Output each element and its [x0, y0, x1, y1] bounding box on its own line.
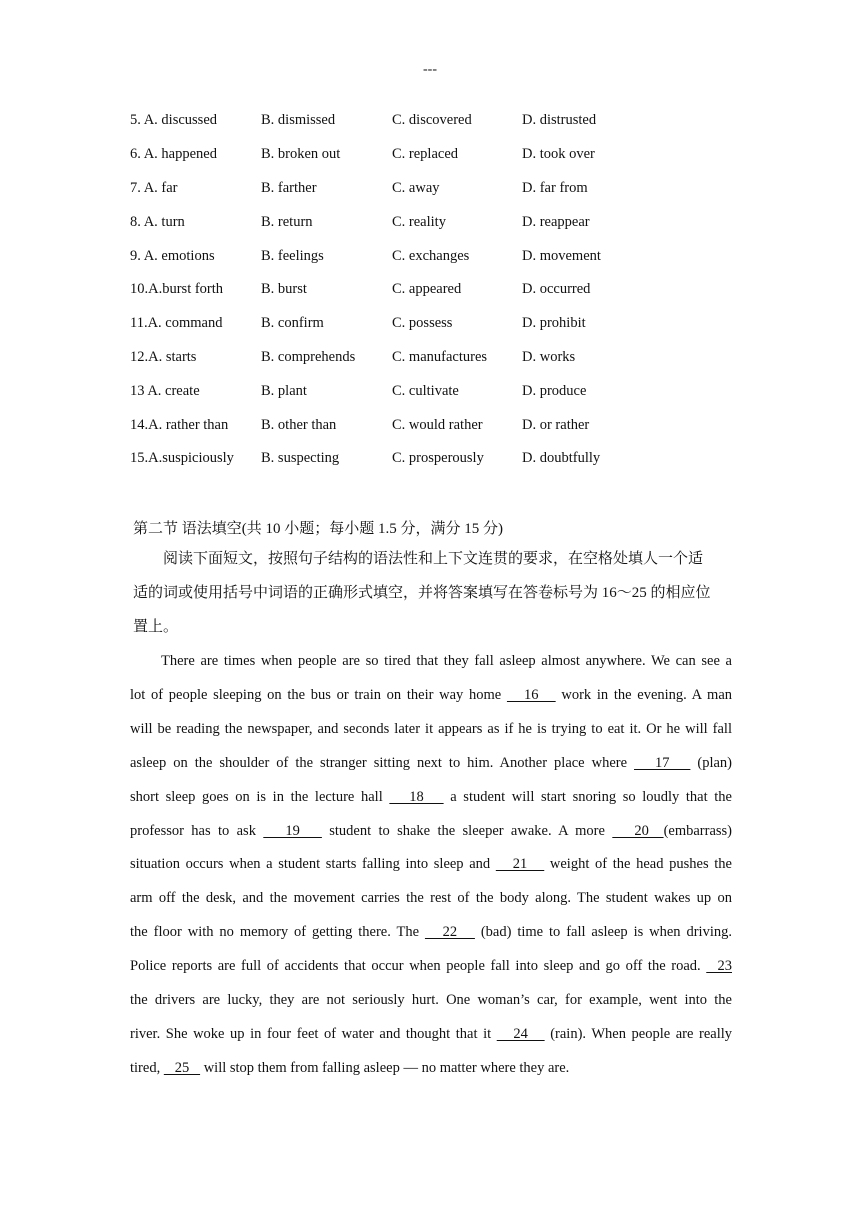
- answer-blank: 17: [634, 754, 691, 771]
- passage-text: arm off the desk, and the movement carries the rest of the body along. The student wakes up on: [130, 890, 732, 907]
- instructions-line: 置上。: [133, 619, 179, 635]
- option-cell: C. exchanges: [392, 247, 470, 264]
- option-cell: C. discovered: [392, 112, 472, 129]
- option-row: [130, 172, 642, 206]
- passage-text: lot of people sleeping on the bus or train on their way home: [130, 686, 507, 703]
- answer-blank: 18: [389, 788, 444, 805]
- section-title: 第二节 语法填空(共 10 小题；每小题 1.5 分，满分 15 分): [133, 521, 503, 537]
- passage-text: river. She woke up in four feet of water and thought that it: [130, 1025, 497, 1042]
- passage-text: There are times when people are so tired that they fall asleep almost anywhere. We can see a: [161, 653, 732, 669]
- passage-text: professor has to ask: [130, 822, 264, 839]
- option-row: [130, 205, 642, 239]
- passage-line: [130, 848, 732, 882]
- passage-line: [130, 781, 732, 815]
- passage-text: tired,: [130, 1059, 164, 1076]
- option-row: [130, 307, 642, 341]
- option-row: [130, 341, 642, 375]
- passage-text: weight of the head pushes the: [544, 856, 732, 873]
- option-cell: B. plant: [261, 382, 307, 399]
- option-cell: B. return: [261, 213, 313, 230]
- answer-blank: 22: [424, 924, 475, 941]
- passage-line: [130, 950, 732, 984]
- option-row: [130, 239, 642, 273]
- passage-text: asleep on the shoulder of the stranger sitting next to him. Another place where: [130, 754, 635, 771]
- passage-text: will stop them from falling asleep — no matter where they are.: [200, 1059, 570, 1076]
- passage-text: Police reports are full of accidents that occur when people fall into sleep and go off the road.: [130, 958, 707, 975]
- passage-line: [130, 1018, 732, 1052]
- option-cell: D. works: [522, 348, 576, 365]
- instructions-line: 适的词或使用括号中词语的正确形式填空，并将答案填写在答卷标号为 16～25 的相应位: [133, 585, 711, 601]
- option-cell: 5. A. discussed: [130, 112, 217, 129]
- passage-line: [130, 713, 732, 747]
- answer-blank: 21: [495, 856, 545, 873]
- passage-line: [130, 815, 732, 849]
- option-cell: B. comprehends: [261, 348, 356, 365]
- passage-text: a student will start snoring so loudly that the: [443, 788, 732, 805]
- answer-blank: 23: [706, 958, 732, 975]
- option-cell: D. took over: [522, 146, 595, 163]
- passage-line: [130, 984, 732, 1018]
- option-cell: C. cultivate: [392, 382, 459, 399]
- option-cell: B. confirm: [261, 315, 324, 332]
- passage-text: work in the evening. A man: [555, 686, 733, 703]
- page-header-mark: ---: [423, 62, 437, 77]
- passage-line: [130, 679, 732, 713]
- answer-blank: 19: [263, 822, 322, 839]
- option-cell: B. broken out: [261, 146, 341, 163]
- passage-text: the drivers are lucky, they are not seriously hurt. One woman’s car, for example, went into the: [130, 992, 732, 1009]
- answer-options-table: [130, 104, 642, 476]
- option-cell: 6. A. happened: [130, 146, 217, 163]
- passage-line: [130, 882, 732, 916]
- answer-blank: 24: [496, 1025, 545, 1042]
- option-cell: D. distrusted: [522, 112, 597, 129]
- option-cell: C. away: [392, 179, 440, 196]
- option-cell: D. doubtfully: [522, 450, 601, 467]
- option-cell: D. produce: [522, 382, 587, 399]
- passage-text: will be reading the newspaper, and seconds later it appears as if he is trying to eat it. Or he will fall: [130, 720, 732, 737]
- option-cell: C. would rather: [392, 416, 483, 433]
- option-row: [130, 273, 642, 307]
- option-cell: 12.A. starts: [130, 348, 197, 365]
- answer-blank: 16: [506, 686, 556, 703]
- instructions-line: 阅读下面短文，按照句子结构的语法性和上下文连贯的要求，在空格处填人一个适: [163, 551, 704, 567]
- option-cell: 15.A.suspiciously: [130, 450, 234, 467]
- option-cell: D. or rather: [522, 416, 590, 433]
- option-cell: B. other than: [261, 416, 337, 433]
- option-cell: B. suspecting: [261, 450, 340, 467]
- option-cell: C. replaced: [392, 146, 459, 163]
- option-cell: B. burst: [261, 281, 307, 298]
- option-row: [130, 104, 642, 138]
- option-cell: C. reality: [392, 213, 446, 230]
- option-cell: D. movement: [522, 247, 601, 264]
- option-cell: C. appeared: [392, 281, 462, 298]
- option-cell: B. dismissed: [261, 112, 336, 129]
- option-row: [130, 408, 642, 442]
- option-cell: D. far from: [522, 179, 588, 196]
- option-cell: D. occurred: [522, 281, 591, 298]
- passage-text: (plan): [690, 754, 733, 771]
- passage-line: [130, 645, 732, 679]
- option-row: [130, 138, 642, 172]
- option-cell: C. prosperously: [392, 450, 484, 467]
- option-cell: D. reappear: [522, 213, 590, 230]
- cloze-passage: [130, 645, 732, 1086]
- option-cell: B. feelings: [261, 247, 324, 264]
- option-cell: C. possess: [392, 315, 453, 332]
- passage-line: [130, 747, 732, 781]
- passage-text: the floor with no memory of getting there. The: [130, 924, 425, 941]
- option-cell: 10.A.burst forth: [130, 281, 224, 298]
- passage-text: (rain). When people are really: [544, 1025, 733, 1042]
- passage-line: [130, 916, 732, 950]
- answer-blank: 25: [163, 1059, 201, 1076]
- passage-text: situation occurs when a student starts falling into sleep and: [130, 856, 496, 873]
- passage-text: (bad) time to fall asleep is when driving.: [474, 924, 732, 941]
- option-cell: 14.A. rather than: [130, 416, 229, 433]
- option-cell: 7. A. far: [130, 179, 178, 196]
- option-cell: B. farther: [261, 179, 317, 196]
- section-instructions: [133, 542, 733, 644]
- option-cell: 11.A. command: [130, 315, 223, 332]
- option-cell: C. manufactures: [392, 348, 488, 365]
- option-cell: D. prohibit: [522, 315, 586, 332]
- passage-text: student to shake the sleeper awake. A more: [321, 822, 613, 839]
- option-cell: 9. A. emotions: [130, 247, 215, 264]
- passage-line: [130, 1052, 732, 1086]
- option-row: [130, 442, 642, 476]
- option-cell: 13 A. create: [130, 382, 200, 399]
- passage-text: (embarrass): [663, 822, 732, 839]
- passage-text: short sleep goes on is in the lecture hall: [130, 788, 390, 805]
- option-row: [130, 374, 642, 408]
- answer-blank: 20: [612, 822, 664, 839]
- option-cell: 8. A. turn: [130, 213, 185, 230]
